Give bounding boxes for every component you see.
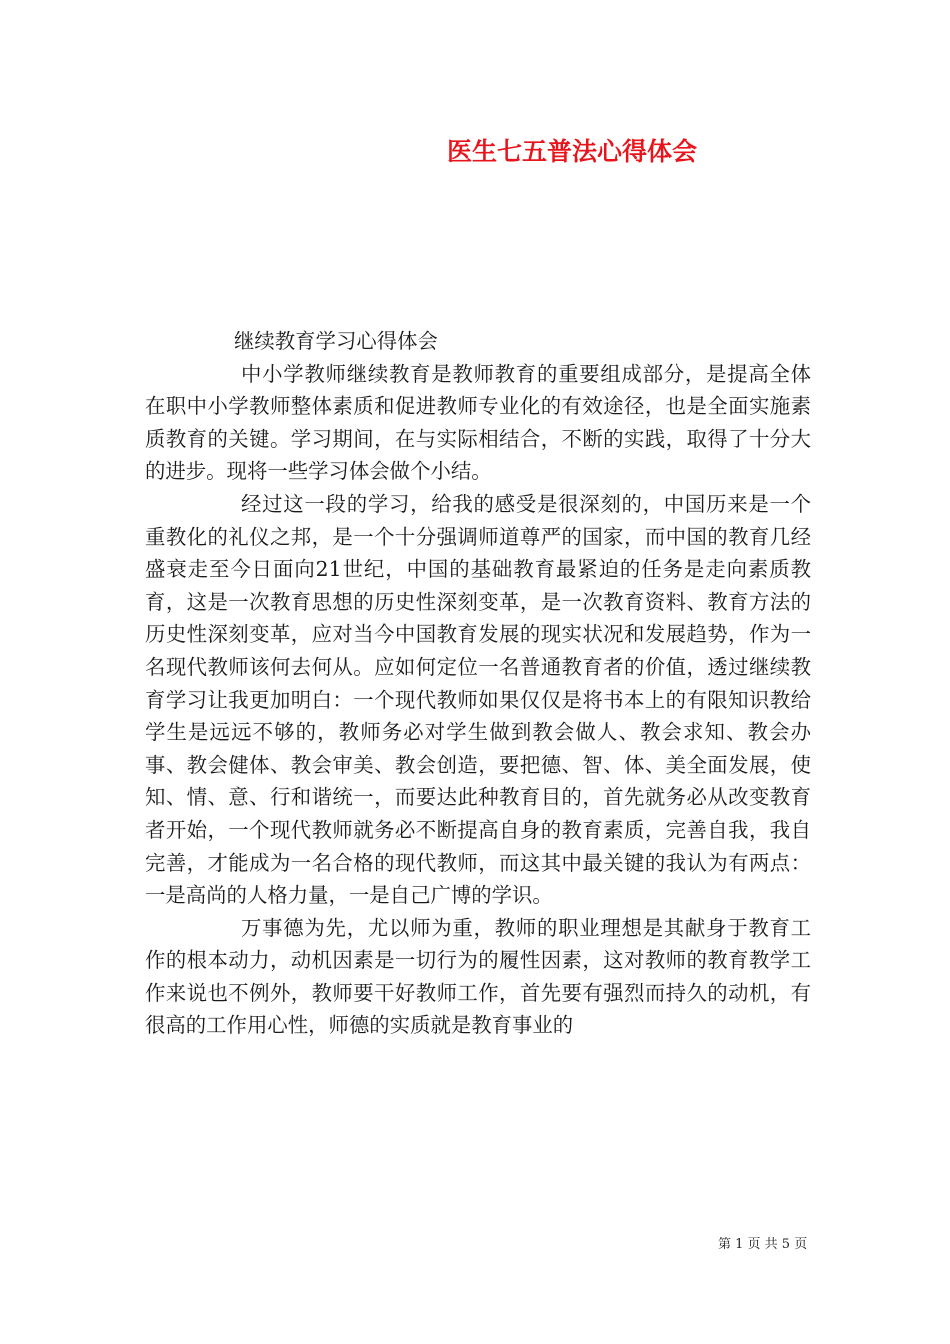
paragraph-1: 中小学教师继续教育是教师教育的重要组成部分，是提高全体在职中小学教师整体素质和促进教师专业化的有效途径，也是全面实施素质教育的关键。学习期间，在与实际相结合，不断的实践，取得了十分大的进步。现将一些学习体会做个小结。 [145, 361, 811, 484]
document-body [145, 325, 811, 1042]
page-indicator: 第 1 页 共 5 页 [718, 1237, 808, 1252]
document-subheading: 继续教育学习心得体会 [234, 329, 438, 353]
paragraph-2: 经过这一段的学习，给我的感受是很深刻的，中国历来是一个重教化的礼仪之邦，是一个十分强调师道尊严的国家，而中国的教育几经盛衰走至今日面向21世纪，中国的基础教育最紧迫的任务是走向素质教育，这是一次教育思想的历史性深刻变革，是一次教育资料、教育方法的历史性深刻变革，应对当今中国教育发展的现实状况和发展趋势，作为一名现代教师该何去何从。应如何定位一名普通教育者的价值，透过继续教育学习让我更加明白：一个现代教师如果仅仅是将书本上的有限知识教给学生是远远不够的，教师务必对学生做到教会做人、教会求知、教会办事、教会健体、教会审美、教会创造，要把德、智、体、美全面发展，使知、情、意、行和谐统一，而要达此种教育目的，首先就务必从改变教育者开始，一个现代教师就务必不断提高自身的教育素质，完善自我，我自完善，才能成为一名合格的现代教师，而这其中最关键的我认为有两点：一是高尚的人格力量，一是自己广博的学识。 [145, 491, 811, 908]
document-title: 医生七五普法心得体会 [447, 137, 698, 166]
paragraph-3: 万事德为先，尤以师为重，教师的职业理想是其献身于教育工作的根本动力，动机因素是一切行为的履性因素，这对教师的教育教学工作来说也不例外，教师要干好教师工作，首先要有强烈而持久的动机，有很高的工作用心性，师德的实质就是教育事业的 [145, 915, 811, 1038]
